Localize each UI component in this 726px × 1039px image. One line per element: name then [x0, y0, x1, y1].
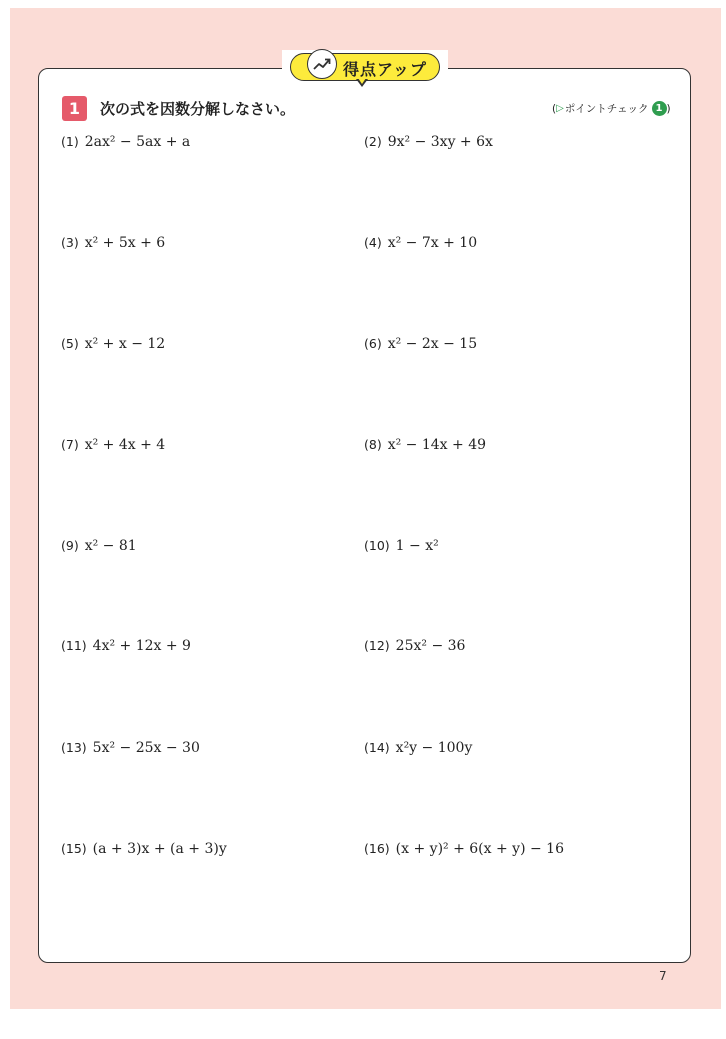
problem-number: (3)	[61, 235, 79, 250]
problem-expression: x² − 7x + 10	[387, 235, 478, 251]
problem-11	[61, 638, 191, 654]
problem-number: (12)	[364, 638, 390, 653]
problem-expression: x² + 4x + 4	[84, 437, 166, 453]
problem-13	[61, 740, 200, 756]
problem-number: (7)	[61, 437, 79, 452]
problem-expression: x² − 2x − 15	[387, 336, 478, 352]
problem-6	[364, 336, 477, 352]
problem-15	[61, 841, 227, 857]
problem-expression: x² − 81	[84, 538, 137, 554]
problem-number: (14)	[364, 740, 390, 755]
score-up-badge	[290, 53, 440, 81]
problem-number: (16)	[364, 841, 390, 856]
problem-9	[61, 538, 137, 554]
problem-expression: x² + x − 12	[84, 336, 166, 352]
problem-1	[61, 134, 190, 150]
point-check-label: ポイントチェック	[564, 103, 649, 115]
point-check-close: )	[666, 102, 671, 115]
problem-expression: 25x² − 36	[395, 638, 466, 654]
problem-14	[364, 740, 472, 756]
problem-expression: x² − 14x + 49	[387, 437, 487, 453]
problem-3	[61, 235, 165, 251]
problem-expression: (x + y)² + 6(x + y) − 16	[395, 841, 564, 857]
problem-number: (8)	[364, 437, 382, 452]
problem-16	[364, 841, 564, 857]
problem-expression: 1 − x²	[395, 538, 439, 554]
problem-number: (4)	[364, 235, 382, 250]
problem-4	[364, 235, 477, 251]
problem-12	[364, 638, 465, 654]
point-check-reference	[552, 101, 671, 116]
problem-7	[61, 437, 165, 453]
problem-number: (11)	[61, 638, 87, 653]
problem-2	[364, 134, 493, 150]
problem-8	[364, 437, 486, 453]
point-check-open: (	[552, 102, 557, 115]
badge-tail-fill	[358, 78, 366, 84]
problem-number: (5)	[61, 336, 79, 351]
badge-label: 得点アップ	[343, 60, 427, 79]
point-check-number: 1	[652, 101, 667, 116]
problem-expression: 4x² + 12x + 9	[92, 638, 191, 654]
problem-number: (1)	[61, 134, 79, 149]
problem-number: (6)	[364, 336, 382, 351]
problem-number: (13)	[61, 740, 87, 755]
problem-number: (9)	[61, 538, 79, 553]
problem-number: (10)	[364, 538, 390, 553]
page-number: 7	[659, 969, 667, 983]
play-triangle-icon: ▷	[556, 103, 564, 114]
problem-expression: 9x² − 3xy + 6x	[387, 134, 493, 150]
problem-expression: x²y − 100y	[395, 740, 473, 756]
worksheet-card	[38, 68, 691, 963]
problem-10	[364, 538, 439, 554]
problem-expression: (a + 3)x + (a + 3)y	[92, 841, 227, 857]
section-number: 1	[62, 96, 87, 121]
problem-5	[61, 336, 165, 352]
instruction-text: 次の式を因数分解しなさい。	[100, 100, 296, 118]
problem-number: (15)	[61, 841, 87, 856]
problem-expression: x² + 5x + 6	[84, 235, 166, 251]
problem-expression: 2ax² − 5ax + a	[84, 134, 191, 150]
trend-up-icon	[307, 49, 337, 79]
problem-number: (2)	[364, 134, 382, 149]
problem-expression: 5x² − 25x − 30	[92, 740, 200, 756]
